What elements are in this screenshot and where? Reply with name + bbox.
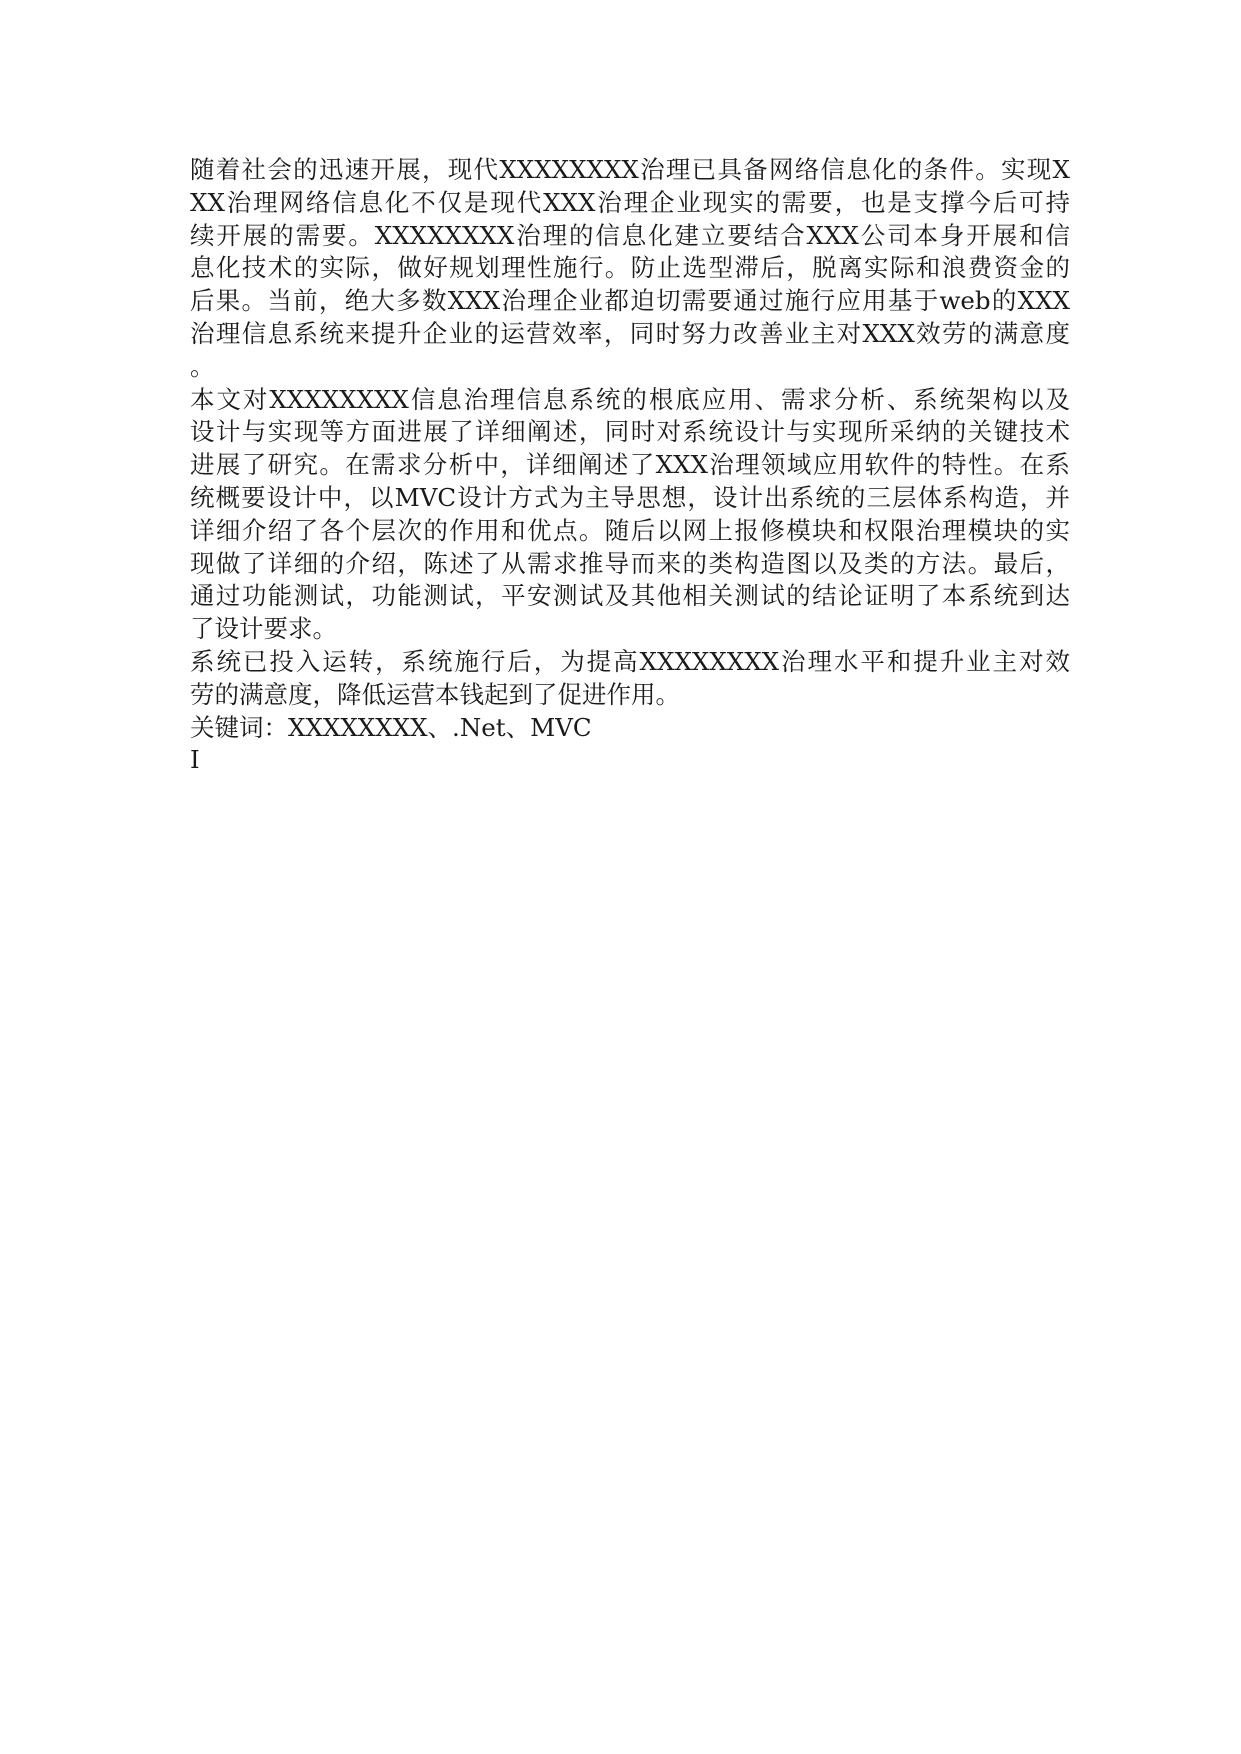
text-line: 详细介绍了各个层次的作用和优点。随后以网上报修模块和权限治理模块的实 [190,515,1070,545]
text-line: 了设计要求。 [190,614,337,644]
text-line: 系统已投入运转，系统施行后，为提高XXXXXXXX治理水平和提升业主对效 [190,646,1070,676]
paragraph-summary [190,384,1070,646]
text-line: 治理信息系统来提升企业的运营效率，同时努力改善业主对XXX效劳的满意度 [190,318,1070,348]
text-line: 息化技术的实际，做好规划理性施行。防止选型滞后，脱离实际和浪费资金的 [190,253,1070,283]
text-line: 随着社会的迅速开展，现代XXXXXXXX治理已具备网络信息化的条件。实现X [190,155,1070,184]
paragraph-intro [190,154,1070,384]
text-line: 续开展的需要。XXXXXXXX治理的信息化建立要结合XXX公司本身开展和信 [190,220,1070,250]
text-line: XX治理网络信息化不仅是现代XXX治理企业现实的需要，也是支撑今后可持 [190,187,1070,217]
page-number: I [190,745,200,775]
paragraph-conclusion [190,646,1070,712]
abstract-body [190,154,1070,777]
text-line: 统概要设计中，以MVC设计方式为主导思想，设计出系统的三层体系构造，并 [190,482,1070,512]
text-line: 通过功能测试，功能测试，平安测试及其他相关测试的结论证明了本系统到达 [190,581,1070,611]
text-line: 后果。当前，绝大多数XXX治理企业都迫切需要通过施行应用基于web的XXX [190,286,1070,316]
text-line: 劳的满意度，降低运营本钱起到了促进作用。 [190,679,680,709]
text-line: 进展了研究。在需求分析中，详细阐述了XXX治理领域应用软件的特性。在系 [190,450,1070,480]
keywords-line: 关键词：XXXXXXXX、.Net、MVC [190,712,592,742]
text-line: 。 [190,351,215,381]
text-line: 本文对XXXXXXXX信息治理信息系统的根底应用、需求分析、系统架构以及 [190,384,1070,414]
text-line: 现做了详细的介绍，陈述了从需求推导而来的类构造图以及类的方法。最后， [190,548,1070,578]
text-line: 设计与实现等方面进展了详细阐述，同时对系统设计与实现所采纳的关键技术 [190,417,1070,447]
